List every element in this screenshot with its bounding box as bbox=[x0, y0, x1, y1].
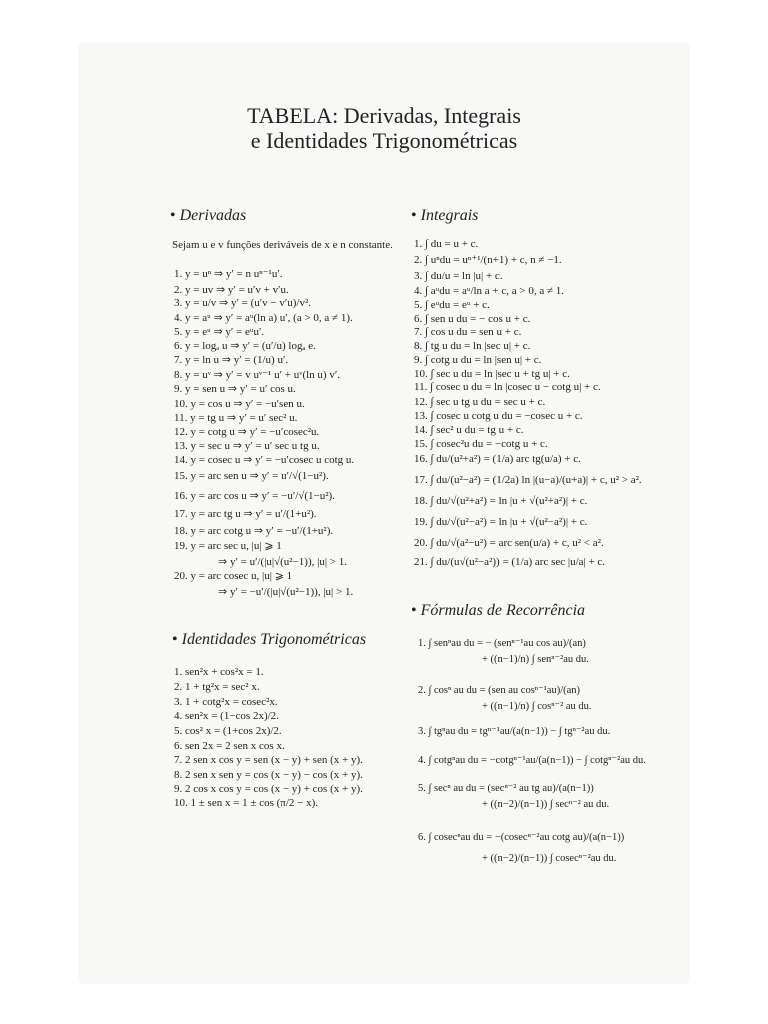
recorrencia-formula: 5. ∫ secⁿ au du = (secⁿ⁻² au tg au)/(a(n−1)) bbox=[418, 783, 594, 794]
identidade-formula: 9. 2 cos x cos y = cos (x − y) + cos (x + y). bbox=[174, 783, 363, 795]
derivada-formula: 8. y = uᵛ ⇒ y′ = v uᵛ⁻¹ u′ + uᵛ(ln u) v′. bbox=[174, 369, 340, 381]
integral-formula: 1. ∫ du = u + c. bbox=[414, 238, 479, 250]
derivada-formula: ⇒ y′ = u′/(|u|√(u²−1)), |u| > 1. bbox=[218, 556, 347, 568]
derivada-formula: 2. y = uv ⇒ y′ = u′v + v′u. bbox=[174, 284, 289, 296]
derivada-formula: 13. y = sec u ⇒ y′ = u′ sec u tg u. bbox=[174, 440, 320, 452]
integral-formula: 17. ∫ du/(u²−a²) = (1/2a) ln |(u−a)/(u+a)| + c, u² > a². bbox=[414, 474, 642, 486]
identidade-formula: 5. cos² x = (1+cos 2x)/2. bbox=[174, 725, 282, 737]
integral-formula: 13. ∫ cosec u cotg u du = −cosec u + c. bbox=[414, 410, 583, 422]
integral-formula: 18. ∫ du/√(u²+a²) = ln |u + √(u²+a²)| + c. bbox=[414, 495, 588, 507]
title-line-1: TABELA: Derivadas, Integrais bbox=[247, 103, 521, 128]
integral-formula: 8. ∫ tg u du = ln |sec u| + c. bbox=[414, 340, 531, 352]
integral-formula: 20. ∫ du/√(a²−u²) = arc sen(u/a) + c, u² < a². bbox=[414, 537, 604, 549]
integral-formula: 6. ∫ sen u du = − cos u + c. bbox=[414, 313, 531, 325]
derivada-formula: 20. y = arc cosec u, |u| ⩾ 1 bbox=[174, 570, 293, 582]
recorrencia-formula: + ((n−1)/n) ∫ cosⁿ⁻² au du. bbox=[482, 701, 592, 712]
integral-formula: 16. ∫ du/(u²+a²) = (1/a) arc tg(u/a) + c. bbox=[414, 453, 581, 465]
integral-formula: 21. ∫ du/(u√(u²−a²)) = (1/a) arc sec |u/a| + c. bbox=[414, 556, 606, 568]
section-heading-derivadas: • Derivadas bbox=[170, 207, 247, 224]
derivada-formula: 10. y = cos u ⇒ y′ = −u′sen u. bbox=[174, 398, 305, 410]
recorrencia-formula: 2. ∫ cosⁿ au du = (sen au cosⁿ⁻¹au)/(an) bbox=[418, 685, 581, 696]
integral-formula: 5. ∫ eᵘdu = eᵘ + c. bbox=[414, 299, 490, 311]
section-heading-recorrencia: • Fórmulas de Recorrência bbox=[411, 602, 586, 619]
identidade-formula: 7. 2 sen x cos y = sen (x − y) + sen (x + y). bbox=[174, 754, 363, 766]
integral-formula: 15. ∫ cosec²u du = −cotg u + c. bbox=[414, 438, 548, 450]
bullet-icon: • bbox=[172, 631, 178, 648]
identidade-formula: 10. 1 ± sen x = 1 ± cos (π/2 − x). bbox=[174, 797, 318, 809]
bullet-icon: • bbox=[170, 207, 176, 224]
recorrencia-formula: + ((n−1)/n) ∫ senⁿ⁻²au du. bbox=[482, 654, 589, 665]
identidade-formula: 2. 1 + tg²x = sec² x. bbox=[174, 681, 260, 693]
derivada-formula: 6. y = logₐ u ⇒ y′ = (u′/u) logₐ e. bbox=[174, 340, 316, 352]
recorrencia-formula: + ((n−2)/(n−1)) ∫ secⁿ⁻² au du. bbox=[482, 799, 610, 810]
bullet-icon: • bbox=[411, 207, 417, 224]
identidade-formula: 6. sen 2x = 2 sen x cos x. bbox=[174, 740, 285, 752]
section-heading-integrais: • Integrais bbox=[411, 207, 479, 224]
integral-formula: 7. ∫ cos u du = sen u + c. bbox=[414, 326, 522, 338]
derivada-formula: 3. y = u/v ⇒ y′ = (u′v − v′u)/v². bbox=[174, 297, 312, 309]
recorrencia-formula: 3. ∫ tgⁿau du = tgⁿ⁻¹au/(a(n−1)) − ∫ tgⁿ⁻²au du. bbox=[418, 726, 611, 737]
section-heading-identidades: • Identidades Trigonométricas bbox=[172, 631, 367, 648]
derivada-formula: 1. y = uⁿ ⇒ y′ = n uⁿ⁻¹u′. bbox=[174, 268, 283, 280]
integral-formula: 10. ∫ sec u du = ln |sec u + tg u| + c. bbox=[414, 368, 570, 380]
identidade-formula: 3. 1 + cotg²x = cosec²x. bbox=[174, 696, 278, 708]
identidade-formula: 1. sen²x + cos²x = 1. bbox=[174, 666, 264, 678]
integral-formula: 2. ∫ uⁿdu = uⁿ⁺¹/(n+1) + c, n ≠ −1. bbox=[414, 254, 562, 266]
integral-formula: 19. ∫ du/√(u²−a²) = ln |u + √(u²−a²)| + c. bbox=[414, 516, 588, 528]
recorrencia-formula: 1. ∫ senⁿau du = − (senⁿ⁻¹au cos au)/(an) bbox=[418, 638, 586, 649]
derivada-formula: 11. y = tg u ⇒ y′ = u′ sec² u. bbox=[174, 412, 298, 424]
title-line-2: e Identidades Trigonométricas bbox=[250, 128, 518, 153]
recorrencia-formula: 6. ∫ cosecⁿau du = −(cosecⁿ⁻²au cotg au)/(a(n−1)) bbox=[418, 832, 625, 843]
integral-formula: 14. ∫ sec² u du = tg u + c. bbox=[414, 424, 524, 436]
integral-formula: 4. ∫ aᵘdu = aᵘ/ln a + c, a > 0, a ≠ 1. bbox=[414, 285, 565, 297]
integral-formula: 12. ∫ sec u tg u du = sec u + c. bbox=[414, 396, 546, 408]
integral-formula: 11. ∫ cosec u du = ln |cosec u − cotg u| + c. bbox=[414, 381, 601, 393]
integral-formula: 9. ∫ cotg u du = ln |sen u| + c. bbox=[414, 354, 542, 366]
derivada-formula: 17. y = arc tg u ⇒ y′ = u′/(1+u²). bbox=[174, 508, 317, 520]
derivada-formula: 16. y = arc cos u ⇒ y′ = −u′/√(1−u²). bbox=[174, 490, 335, 502]
identidade-formula: 8. 2 sen x sen y = cos (x − y) − cos (x + y). bbox=[174, 769, 363, 781]
recorrencia-formula: + ((n−2)/(n−1)) ∫ cosecⁿ⁻²au du. bbox=[482, 853, 617, 864]
bullet-icon: • bbox=[411, 602, 417, 619]
derivadas-intro: Sejam u e v funções deriváveis de x e n constante. bbox=[172, 239, 393, 251]
derivada-formula: 12. y = cotg u ⇒ y′ = −u′cosec²u. bbox=[174, 426, 320, 438]
derivada-formula: 19. y = arc sec u, |u| ⩾ 1 bbox=[174, 540, 282, 552]
derivada-formula: 15. y = arc sen u ⇒ y′ = u′/√(1−u²). bbox=[174, 470, 329, 482]
identidade-formula: 4. sen²x = (1−cos 2x)/2. bbox=[174, 710, 279, 722]
page-title bbox=[0, 103, 768, 153]
derivada-formula: 14. y = cosec u ⇒ y′ = −u′cosec u cotg u. bbox=[174, 454, 355, 466]
derivada-formula: ⇒ y′ = −u′/(|u|√(u²−1)), |u| > 1. bbox=[218, 586, 354, 598]
derivada-formula: 7. y = ln u ⇒ y′ = (1/u) u′. bbox=[174, 354, 289, 366]
integral-formula: 3. ∫ du/u = ln |u| + c. bbox=[414, 270, 503, 282]
derivada-formula: 4. y = aᵘ ⇒ y′ = aᵘ(ln a) u′, (a > 0, a ≠ 1). bbox=[174, 312, 353, 324]
recorrencia-formula: 4. ∫ cotgⁿau du = −cotgⁿ⁻¹au/(a(n−1)) − ∫ cotgⁿ⁻²au du. bbox=[418, 755, 646, 766]
derivada-formula: 9. y = sen u ⇒ y′ = u′ cos u. bbox=[174, 383, 296, 395]
derivada-formula: 18. y = arc cotg u ⇒ y′ = −u′/(1+u²). bbox=[174, 525, 334, 537]
derivada-formula: 5. y = eᵘ ⇒ y′ = eᵘu′. bbox=[174, 326, 265, 338]
